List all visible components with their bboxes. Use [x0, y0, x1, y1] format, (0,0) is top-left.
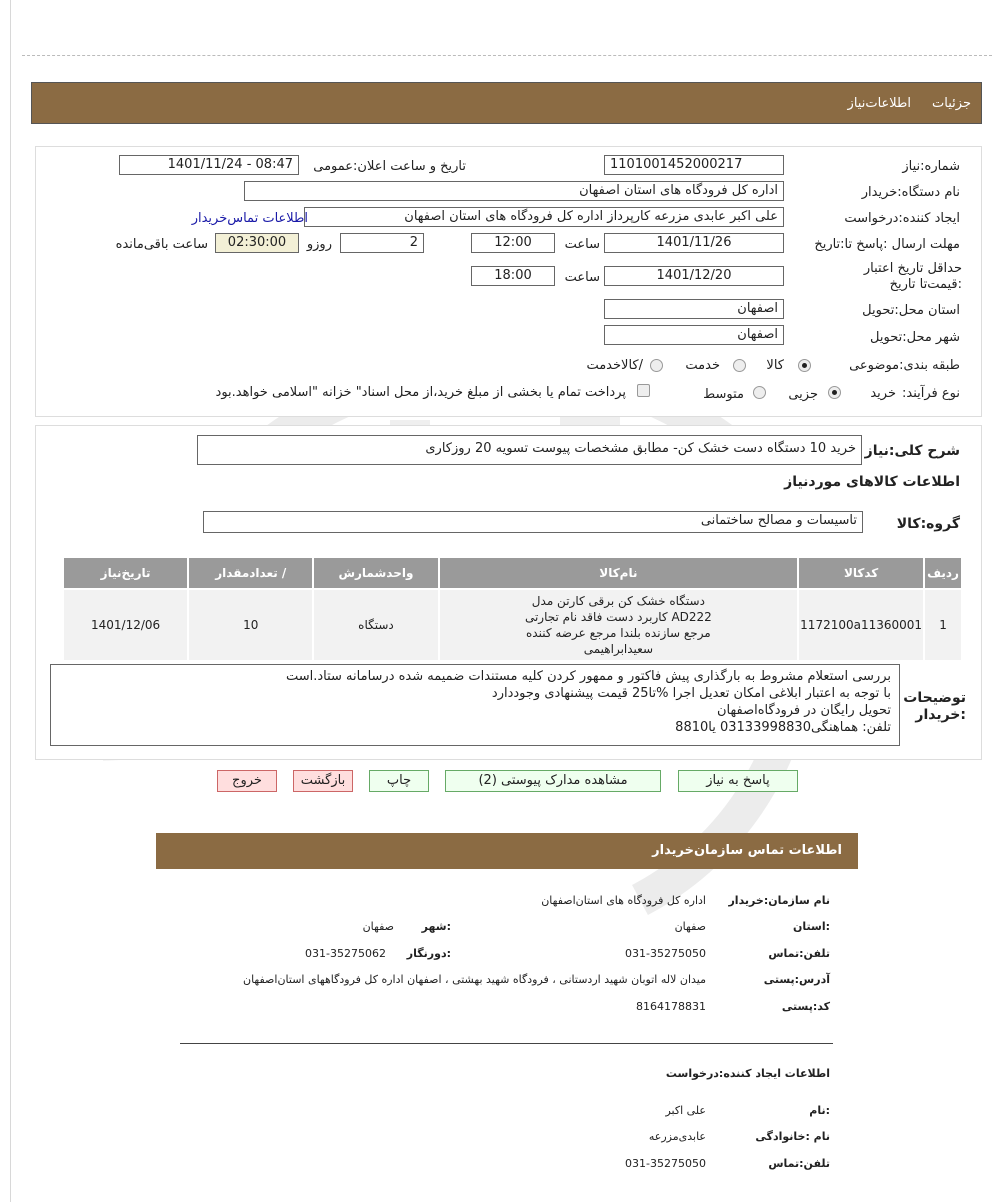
- category-service-radio[interactable]: [733, 359, 746, 372]
- cell-name-line: AD222 کاربرد دست فاقد نام تجارتی: [524, 610, 712, 624]
- category-both-radio[interactable]: [650, 359, 663, 372]
- remaining-timer: 02:30:00: [215, 233, 299, 253]
- cell-date: 1401/12/06: [63, 589, 188, 661]
- process-minor-radio[interactable]: [828, 386, 841, 399]
- deadline-label: مهلت ارسال :پاسخ تا:تاریخ: [814, 237, 960, 252]
- org-label: نام سازمان:خریدار: [728, 894, 830, 907]
- address-label: آدرس:پستی: [763, 973, 830, 986]
- goods-table: [62, 556, 963, 662]
- name-value: علی اکبر: [665, 1104, 706, 1117]
- tab-need-info[interactable]: اطلاعات‌نیاز: [847, 96, 911, 111]
- process-medium-radio[interactable]: [753, 386, 766, 399]
- col-code: کدکالا: [798, 557, 924, 589]
- contact-title: اطلاعات تماس سازمان‌خریدار: [652, 843, 842, 858]
- goods-group-label: گروه:کالا: [896, 516, 960, 532]
- cell-name: [439, 589, 799, 661]
- family-label: نام :خانوادگی: [755, 1130, 830, 1143]
- exit-button[interactable]: خروج: [217, 770, 277, 792]
- days-label: روزو: [306, 237, 332, 252]
- deadline-time-label: ساعت: [564, 237, 600, 252]
- validity-time-field: 18:00: [471, 266, 555, 286]
- org-value: اداره کل فرودگاه های استان‌اصفهان: [541, 894, 706, 907]
- province-label-2: :استان: [793, 920, 830, 933]
- reply-button[interactable]: پاسخ به نیاز: [678, 770, 798, 792]
- cell-code: 1172100a11360001: [798, 589, 924, 661]
- province-value-2: صفهان: [674, 920, 706, 933]
- city-label-2: :شهر: [421, 920, 451, 933]
- need-number-label: شماره:نیاز: [902, 159, 960, 174]
- process-medium-label: متوسط: [703, 387, 744, 402]
- attachments-button[interactable]: مشاهده مدارک پیوستی (2): [445, 770, 661, 792]
- category-label: طبقه بندی:موضوعی: [849, 358, 960, 373]
- city-field: اصفهان: [604, 325, 784, 345]
- category-both-label: /کالاخدمت: [586, 358, 643, 373]
- col-qty: / تعدادمقدار: [188, 557, 313, 589]
- address-value: میدان لاله اتوبان شهید اردستانی ، فرودگاه شهید بهشتی ، اصفهان اداره کل فرودگاههای استان‌اصفهان: [242, 973, 706, 986]
- cell-name-line: مرجع سازنده بلندا مرجع عرضه کننده: [526, 626, 711, 640]
- buyer-notes-line: با توجه به اعتبار ابلاغی امکان تعدیل اجرا %تا25 قیمت پیشنهادی وجوددارد: [491, 686, 891, 701]
- category-goods-label: کالا: [766, 358, 784, 373]
- buyer-notes-label: توضیحات: [903, 690, 966, 706]
- announce-datetime-field: 1401/11/24 - 08:47: [119, 155, 299, 175]
- postal-value: 8164178831: [636, 1000, 706, 1013]
- cell-name-line: سعیدابراهیمی: [583, 642, 654, 656]
- col-date: تاریخ‌نیاز: [63, 557, 188, 589]
- treasury-payment-label: پرداخت تمام یا بخشی از مبلغ خرید،از محل اسناد" خزانه "اسلامی خواهد.بود: [215, 385, 626, 400]
- need-number-field: 1101001452000217: [604, 155, 784, 175]
- buyer-org-field: اداره کل فرودگاه های استان اصفهان: [244, 181, 784, 201]
- print-button[interactable]: چاپ: [369, 770, 429, 792]
- city-label: شهر محل:تحویل: [870, 330, 960, 345]
- phone-value: 031-35275050: [625, 947, 706, 960]
- creator-field: علی اکبر عابدی مزرعه کارپرداز اداره کل فرودگاه های استان اصفهان: [304, 207, 784, 227]
- cell-unit: دستگاه: [313, 589, 438, 661]
- name-label: :نام: [809, 1104, 830, 1117]
- buyer-org-label: نام دستگاه:خریدار: [861, 185, 960, 200]
- back-button[interactable]: بازگشت: [293, 770, 353, 792]
- remaining-label: ساعت باقی‌مانده: [115, 237, 208, 252]
- summary-field: خرید 10 دستگاه دست خشک کن- مطابق مشخصات پیوست تسویه 20 روزکاری: [197, 435, 862, 465]
- creator-phone-value: 031-35275050: [625, 1157, 706, 1170]
- process-buy-label: خرید: [870, 386, 896, 401]
- summary-label: شرح کلی:نیاز: [864, 443, 960, 459]
- fax-label: :دورنگار: [406, 947, 451, 960]
- contact-divider: [180, 1043, 833, 1044]
- province-label: استان محل:تحویل: [862, 303, 960, 318]
- category-goods-radio[interactable]: [798, 359, 811, 372]
- process-minor-label: جزیی: [788, 387, 818, 402]
- col-row: ردیف: [924, 557, 962, 589]
- creator-info-title: اطلاعات ایجاد کننده:درخواست: [665, 1067, 830, 1080]
- goods-group-field: تاسیسات و مصالح ساختمانی: [203, 511, 863, 533]
- table-row: [63, 589, 962, 661]
- city-value-2: صفهان: [362, 920, 394, 933]
- creator-label: ایجاد کننده:درخواست: [844, 211, 960, 226]
- postal-label: کد:پستی: [781, 1000, 830, 1013]
- days-field: 2: [340, 233, 424, 253]
- buyer-notes-line: تحویل رایگان در فرودگاه‌اصفهان: [717, 703, 891, 718]
- validity-time-label: ساعت: [564, 270, 600, 285]
- creator-phone-label: تلفن:تماس: [768, 1157, 830, 1170]
- deadline-date-field: 1401/11/26: [604, 233, 784, 253]
- buyer-notes-line: بررسی استعلام مشروط به بارگذاری پیش فاکتور و ممهور کردن کلیه مستندات ضمیمه شده درسامانه ستاد.است: [285, 669, 891, 684]
- cell-row: 1: [924, 589, 962, 661]
- cell-qty: 10: [188, 589, 313, 661]
- col-unit: واحدشمارش: [313, 557, 438, 589]
- announce-label: تاریخ و ساعت اعلان:عمومی: [313, 159, 466, 174]
- fax-value: 031-35275062: [305, 947, 386, 960]
- validity-date-field: 1401/12/20: [604, 266, 784, 286]
- buyer-notes-line: تلفن: هماهنگی03133998830 یا8810: [675, 720, 891, 735]
- goods-table-header: [63, 557, 962, 589]
- deadline-time-field: 12:00: [471, 233, 555, 253]
- goods-info-title: اطلاعات کالاهای موردنیاز: [784, 474, 960, 490]
- family-value: عابدی‌مزرعه: [648, 1130, 706, 1143]
- contact-header-bar: [156, 833, 858, 869]
- buyer-notes-box: [50, 664, 900, 746]
- category-service-label: خدمت: [685, 358, 720, 373]
- col-name: نام‌کالا: [439, 557, 799, 589]
- process-label: نوع فرآیند:: [902, 386, 960, 401]
- tab-details[interactable]: جزئیات: [932, 96, 971, 111]
- phone-label: تلفن:تماس: [768, 947, 830, 960]
- buyer-contact-link[interactable]: اطلاعات تماس‌خریدار: [191, 211, 308, 226]
- province-field: اصفهان: [604, 299, 784, 319]
- validity-label: حداقل تاریخ اعتبار :قیمت‌تا تاریخ: [863, 261, 962, 292]
- buyer-notes-label-2: :خریدار: [915, 707, 966, 723]
- page-header-bar: [31, 82, 982, 124]
- treasury-payment-checkbox[interactable]: [637, 384, 650, 397]
- cell-name-line: دستگاه خشک کن برقی کارتن مدل: [531, 594, 705, 608]
